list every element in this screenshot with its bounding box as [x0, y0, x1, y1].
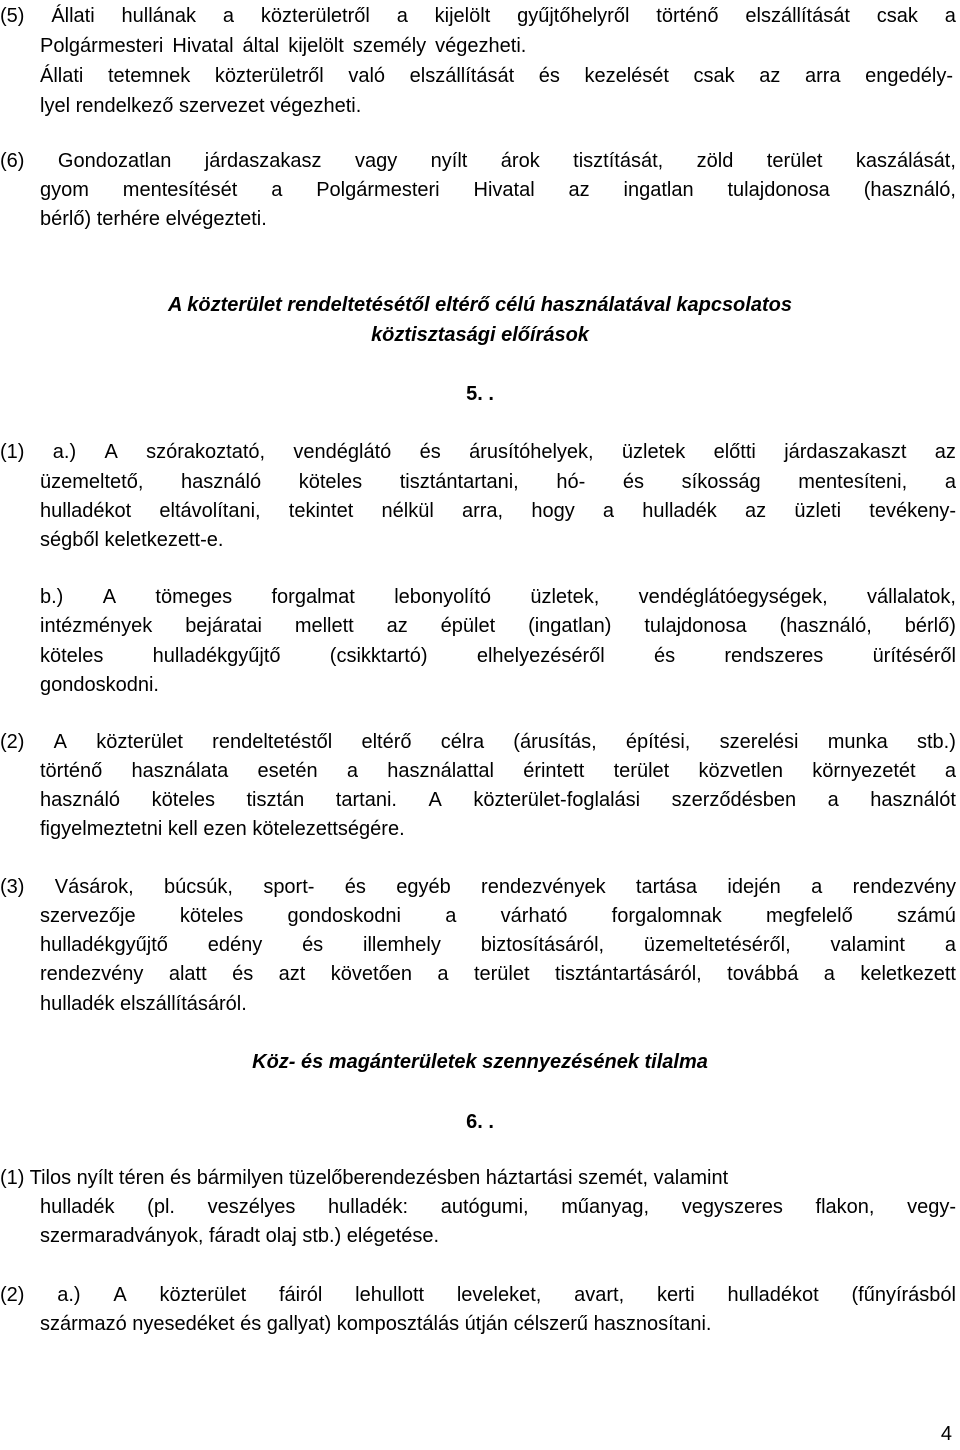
word: használót	[870, 789, 956, 811]
word: köteles	[179, 905, 244, 927]
text-line	[40, 786, 956, 816]
word: gyom	[40, 179, 89, 201]
word: mellett	[294, 615, 354, 637]
word: forgalomnak	[611, 905, 722, 927]
word: Hivatal	[172, 35, 234, 57]
word: üzemeltető,	[40, 471, 144, 493]
word: közterületről	[260, 5, 370, 27]
word: üzemeltetéséről,	[643, 934, 791, 956]
text-line	[40, 62, 953, 92]
text-line	[40, 902, 956, 932]
word: síkosság	[681, 471, 761, 493]
word: a.)	[57, 1284, 81, 1306]
word: gondoskodni	[287, 905, 401, 927]
word: illemhely	[363, 934, 441, 956]
word: búcsúk,	[164, 876, 233, 898]
word: autógumi,	[440, 1196, 529, 1218]
text-line: származó nyesedéket és gallyat) komposztálás útján célszerű hasznosítani.	[40, 1313, 712, 1335]
text-line	[40, 960, 956, 990]
word: hulladék:	[328, 1196, 409, 1218]
word: kijelölt	[288, 35, 344, 57]
word: kezelését	[584, 65, 669, 87]
text-line: bérlő) terhére elvégezteti.	[40, 208, 267, 230]
word: hulladékgyűjtő	[152, 645, 281, 667]
word: számú	[897, 905, 956, 927]
text-line	[0, 873, 956, 903]
word: közterület-foglalási	[473, 789, 641, 811]
word: tulajdonosa	[727, 179, 830, 201]
text-line: figyelmeztetni kell ezen kötelezettségére.	[40, 818, 405, 840]
word: Polgármesteri	[40, 35, 164, 57]
word: (ingatlan)	[528, 615, 612, 637]
text-line	[40, 32, 526, 62]
word: tartása	[635, 876, 698, 898]
word: mentesítését	[122, 179, 238, 201]
word: érintett	[523, 760, 585, 782]
word: az	[386, 615, 408, 637]
word: műanyag,	[561, 1196, 650, 1218]
word: megfelelő	[766, 905, 853, 927]
word: és	[622, 471, 645, 493]
word: és	[344, 876, 366, 898]
word: avart,	[574, 1284, 625, 1306]
word: a	[271, 179, 283, 201]
word: által	[242, 35, 280, 57]
word: tisztántartásáról,	[554, 963, 702, 985]
word: ürítéséről	[872, 645, 956, 667]
word: (2)	[0, 731, 25, 753]
word: és	[653, 645, 676, 667]
word: történő	[40, 760, 103, 782]
text-line: (1) Tilos nyílt téren és bármilyen tüzelőberendezésben háztartási szemét, valamint	[0, 1167, 729, 1189]
word: Vásárok,	[54, 876, 134, 898]
word: elszállítását	[745, 5, 850, 27]
word: rendeltetéstől	[212, 731, 333, 753]
word: a	[944, 760, 956, 782]
word: a	[346, 760, 358, 782]
text-line	[40, 1193, 956, 1223]
text-line	[40, 497, 956, 527]
word: A	[102, 586, 117, 608]
word: árok	[500, 150, 540, 172]
text-line	[0, 1281, 956, 1311]
word: közvetlen	[698, 760, 783, 782]
word: kerti	[656, 1284, 695, 1306]
word: fáiról	[278, 1284, 323, 1306]
word: szerződésben	[671, 789, 797, 811]
text-line	[0, 2, 956, 32]
word: tisztántartani,	[399, 471, 519, 493]
word: elhelyezéséről	[476, 645, 605, 667]
word: b.)	[40, 586, 64, 608]
word: egyéb	[396, 876, 451, 898]
word: Polgármesteri	[316, 179, 440, 201]
word: (pl.	[147, 1196, 175, 1218]
word: lehullott	[355, 1284, 425, 1306]
word: a	[602, 500, 615, 522]
word: köteles	[298, 471, 363, 493]
word: munka	[827, 731, 888, 753]
text-line	[40, 642, 956, 672]
word: a	[445, 905, 457, 927]
word: ingatlan	[623, 179, 694, 201]
word: tisztán	[246, 789, 305, 811]
word: hogy	[531, 500, 575, 522]
word: vegyszeres	[681, 1196, 783, 1218]
word: a	[396, 5, 408, 27]
word: (6)	[0, 150, 25, 172]
section-heading: köztisztasági előírások	[371, 324, 589, 346]
word: leveleket,	[456, 1284, 542, 1306]
word: hó-	[556, 471, 586, 493]
text-line: gondoskodni.	[40, 674, 159, 696]
word: Állati	[51, 5, 95, 27]
section-number: 5. .	[466, 383, 494, 405]
word: tetemnek	[107, 65, 191, 87]
word: bérlő)	[904, 615, 956, 637]
word: Gondozatlan	[57, 150, 172, 172]
word: hulladékot	[727, 1284, 819, 1306]
word: zöld	[696, 150, 734, 172]
word: bejáratai	[185, 615, 262, 637]
text-line	[0, 728, 956, 758]
word: használata	[131, 760, 229, 782]
word: tartani.	[335, 789, 397, 811]
word: rendezvény	[852, 876, 956, 898]
word: kaszálását,	[855, 150, 956, 172]
text-line: lyel rendelkező szervezet végezheti.	[40, 95, 362, 117]
word: flakon,	[815, 1196, 875, 1218]
text-line	[40, 612, 956, 642]
word: A	[104, 441, 118, 463]
word: terület	[766, 150, 823, 172]
word: csak	[876, 5, 918, 27]
word: hulladék	[642, 500, 717, 522]
page-number: 4	[940, 1423, 952, 1445]
word: személy	[352, 35, 427, 57]
word: környezetét	[812, 760, 916, 782]
word: a	[222, 5, 235, 27]
word: arra,	[461, 500, 504, 522]
text-line	[0, 438, 956, 468]
word: közterület	[159, 1284, 247, 1306]
word: vendéglátó	[293, 441, 392, 463]
word: közterületről	[214, 65, 324, 87]
word: valamint	[830, 934, 905, 956]
word: vagy	[354, 150, 398, 172]
word: elszállítását	[409, 65, 515, 87]
word: csak	[693, 65, 735, 87]
word: a	[823, 963, 835, 985]
word: szórakoztató,	[146, 441, 266, 463]
text-line: szermaradványok, fáradt olaj stb.) elégetése.	[40, 1225, 440, 1247]
word: mentesíteni,	[798, 471, 908, 493]
word: épület	[440, 615, 496, 637]
word: hulladékgyűjtő	[40, 934, 168, 956]
word: hulladékot	[40, 500, 132, 522]
word: tisztítását,	[573, 150, 664, 172]
word: nélkül	[381, 500, 434, 522]
word: történő	[656, 5, 719, 27]
word: terület	[613, 760, 670, 782]
word: köteles	[151, 789, 215, 811]
word: idején	[727, 876, 781, 898]
word: és	[538, 65, 560, 87]
word: és	[419, 441, 441, 463]
word: továbbá	[727, 963, 799, 985]
text-line: hulladék elszállításáról.	[40, 993, 247, 1015]
text-line	[0, 147, 956, 177]
word: a	[944, 471, 956, 493]
word: előtti	[713, 441, 756, 463]
word: köteles	[40, 645, 104, 667]
word: használó	[40, 789, 121, 811]
word: árusítóhelyek,	[469, 441, 594, 463]
word: végezheti.	[435, 35, 527, 57]
word: hulladék	[40, 1196, 115, 1218]
word: vállalatok,	[867, 586, 956, 608]
section-heading: Köz- és magánterületek szennyezésének tilalma	[252, 1051, 708, 1073]
word: célra	[440, 731, 485, 753]
word: kijelölt	[434, 5, 491, 27]
word: edény	[207, 934, 263, 956]
word: (1)	[0, 441, 25, 463]
word: közterület	[96, 731, 183, 753]
word: járdaszakaszt	[784, 441, 907, 463]
text-line	[40, 468, 956, 498]
word: az	[745, 500, 767, 522]
word: (fűnyírásból	[851, 1284, 956, 1306]
word: alatt	[168, 963, 207, 985]
word: rendezvény	[40, 963, 144, 985]
word: azt	[278, 963, 306, 985]
word: rendszeres	[724, 645, 824, 667]
word: tulajdonosa	[644, 615, 747, 637]
word: stb.)	[916, 731, 956, 753]
word: (5)	[0, 5, 25, 27]
word: a	[811, 876, 823, 898]
word: (használó,	[779, 615, 872, 637]
text-line: ségből keletkezett-e.	[40, 529, 224, 551]
word: használó	[181, 471, 262, 493]
text-line	[40, 757, 956, 787]
text-line	[40, 931, 956, 961]
word: (árusítás,	[513, 731, 597, 753]
word: vegy-	[907, 1196, 956, 1218]
word: engedély-	[865, 65, 953, 87]
word: biztosításáról,	[480, 934, 605, 956]
word: üzleti	[794, 500, 842, 522]
word: a.)	[52, 441, 77, 463]
word: való	[348, 65, 386, 87]
word: üzletek,	[530, 586, 600, 608]
word: sport-	[263, 876, 315, 898]
word: A	[428, 789, 442, 811]
word: tekintet	[288, 500, 354, 522]
word: a	[944, 5, 956, 27]
section-number: 6. .	[466, 1111, 494, 1133]
word: az	[759, 65, 781, 87]
word: rendezvények	[481, 876, 606, 898]
word: esetén	[257, 760, 318, 782]
word: veszélyes	[207, 1196, 296, 1218]
word: nyílt	[430, 150, 468, 172]
word: keletkezett	[860, 963, 956, 985]
word: a	[437, 963, 449, 985]
word: építési,	[625, 731, 691, 753]
word: üzletek	[621, 441, 686, 463]
word: A	[53, 731, 68, 753]
word: (3)	[0, 876, 25, 898]
word: követően	[330, 963, 412, 985]
word: a	[827, 789, 839, 811]
word: szerelési	[719, 731, 799, 753]
word: az	[934, 441, 956, 463]
text-line	[40, 176, 956, 206]
word: és	[232, 963, 254, 985]
word: járdaszakasz	[204, 150, 322, 172]
word: lebonyolító	[394, 586, 491, 608]
word: vendéglátóegységek,	[638, 586, 828, 608]
word: forgalmat	[271, 586, 355, 608]
word: szervezője	[40, 905, 136, 927]
word: tömeges	[155, 586, 233, 608]
word: (használó,	[863, 179, 956, 201]
word: használattal	[387, 760, 494, 782]
word: A	[113, 1284, 127, 1306]
word: eltérő	[361, 731, 412, 753]
word: (csikktartó)	[329, 645, 428, 667]
word: a	[944, 934, 956, 956]
word: az	[568, 179, 590, 201]
word: tevékeny-	[869, 500, 956, 522]
word: hullának	[121, 5, 197, 27]
text-line	[40, 583, 956, 613]
word: Hivatal	[473, 179, 535, 201]
word: és	[302, 934, 324, 956]
word: intézmények	[40, 615, 153, 637]
word: arra	[804, 65, 841, 87]
section-heading: A közterület rendeltetésétől eltérő célú használatával kapcsolatos	[168, 294, 792, 316]
word: terület	[473, 963, 530, 985]
word: Állati	[40, 65, 84, 87]
word: eltávolítani,	[159, 500, 261, 522]
word: várható	[500, 905, 568, 927]
word: gyűjtőhelyről	[517, 5, 630, 27]
word: (2)	[0, 1284, 25, 1306]
